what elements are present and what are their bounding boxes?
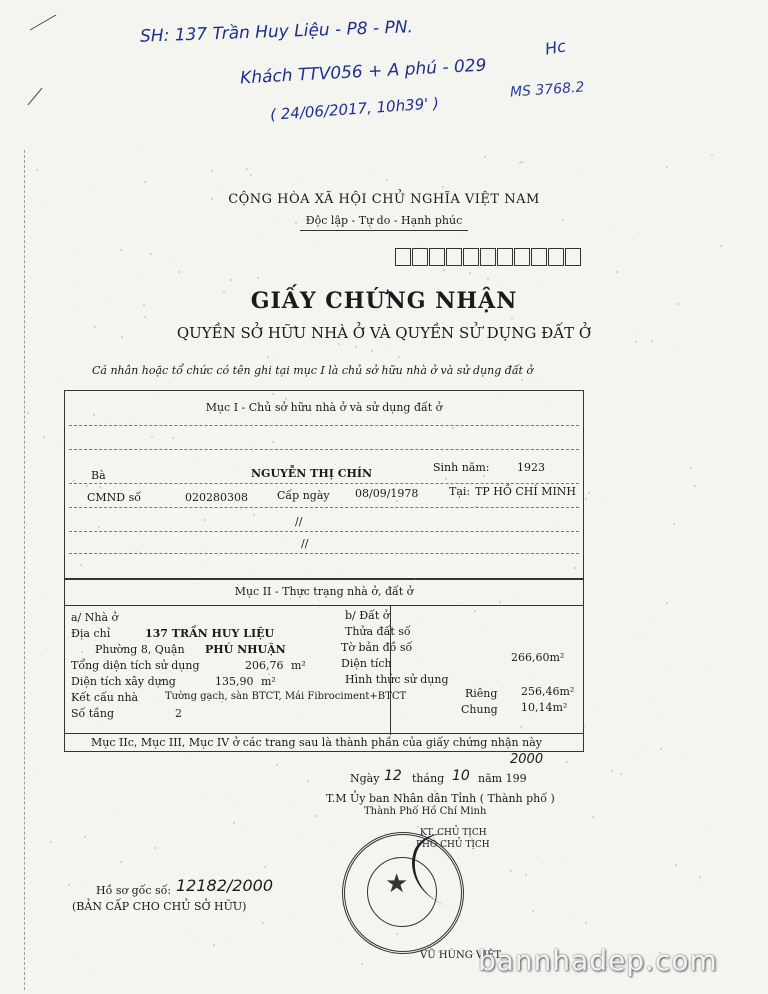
year-label: năm 199 (478, 772, 527, 785)
scan-speck (73, 480, 75, 482)
scan-speck (666, 166, 668, 168)
scan-speck (361, 494, 362, 495)
scan-speck (532, 676, 533, 677)
serial-number-boxes (395, 248, 582, 266)
scan-speck (268, 673, 270, 675)
stamp-line2: PHÓ CHỦ TỊCH (416, 840, 490, 850)
land-area-label: Diện tích (341, 657, 392, 670)
blank-mark: // (295, 515, 303, 528)
scan-speck (234, 683, 235, 684)
shared-area: 10,14m² (521, 701, 568, 714)
scan-speck (510, 870, 512, 872)
structure-label: Kết cấu nhà (71, 691, 139, 704)
scan-speck (267, 356, 269, 358)
floors-label: Số tầng (71, 707, 115, 720)
scan-speck (120, 249, 122, 251)
scan-speck (108, 740, 110, 742)
issued-place-label: Tại: (449, 485, 471, 498)
motto-underline (300, 230, 468, 231)
scan-speck (469, 272, 471, 274)
built-area-unit: m² (261, 675, 276, 688)
scan-speck (68, 884, 70, 886)
scan-speck (253, 447, 254, 448)
private-area-label: Riêng (465, 687, 498, 700)
scan-speck (213, 944, 215, 946)
scan-speck (615, 228, 616, 229)
scan-speck (35, 770, 36, 771)
certificate-title: GIẤY CHỨNG NHẬN (250, 288, 518, 314)
scan-speck (250, 174, 252, 176)
scan-speck (244, 916, 245, 917)
title-ba-label: Bà (91, 469, 106, 482)
shared-area-label: Chung (461, 703, 498, 716)
scan-speck (84, 836, 86, 838)
birth-year-label: Sinh năm: (433, 461, 490, 474)
owner-name: NGUYỄN THỊ CHÍN (251, 467, 373, 480)
floor-area-label: Tổng diện tích sử dụng (71, 659, 200, 672)
scan-speck (26, 524, 27, 525)
scan-speck (338, 343, 340, 345)
scan-speck (438, 951, 440, 953)
scan-speck (74, 305, 75, 306)
scan-speck (151, 436, 153, 438)
scan-speck (414, 578, 416, 580)
scan-speck (404, 194, 406, 196)
scan-speck (585, 498, 587, 500)
scan-speck (457, 508, 458, 509)
scan-speck (637, 638, 638, 639)
site-watermark: bannhadep.com (478, 944, 718, 977)
scan-speck (439, 422, 440, 423)
stamp-line1: KT. CHỦ TỊCH (420, 828, 487, 838)
scan-speck (256, 235, 257, 236)
scan-speck (175, 376, 176, 377)
plot-label: Thửa đất số (345, 625, 411, 638)
scan-speck (93, 414, 95, 416)
motto: Độc lập - Tự do - Hạnh phúc (305, 214, 463, 227)
scan-speck (94, 326, 96, 328)
pages-note: Mục IIc, Mục III, Mục IV ở các trang sau là thành phần của giấy chứng nhận này (91, 736, 542, 749)
scan-speck (264, 866, 266, 868)
map-sheet-label: Tờ bản đồ số (341, 641, 413, 654)
file-number-label: Hồ sơ gốc số: (96, 884, 172, 897)
scan-speck (699, 876, 701, 878)
structure: Tường gạch, sàn BTCT, Mái Fibrociment+BTCT (165, 691, 407, 702)
scan-speck (592, 816, 594, 818)
handwritten-client-note: Khách TTV056 + A phú - 029 (239, 55, 487, 89)
certificate-subtitle: QUYỀN SỞ HỮU NHÀ Ở VÀ QUYỀN SỬ DỤNG ĐẤT Ở (176, 324, 592, 342)
scan-speck (460, 233, 461, 234)
scan-speck (588, 492, 590, 494)
address-label: Địa chỉ (71, 627, 111, 640)
scan-speck (62, 442, 63, 443)
handwritten-year: 2000 (510, 752, 544, 767)
handwritten-initials: Hc (543, 36, 568, 59)
handwritten-address-note: SH: 137 Trần Huy Liệu - P8 - PN. (139, 17, 414, 47)
private-area: 256,46m² (521, 685, 575, 698)
scan-speck (272, 393, 274, 395)
scan-speck (396, 933, 398, 935)
issued-place: TP HỒ CHÍ MINH (475, 485, 577, 498)
authority-line2: Thành Phố Hồ Chí Minh (364, 806, 487, 817)
date-prefix: Ngày (350, 772, 380, 785)
scan-speck (73, 254, 74, 255)
scan-speck (460, 602, 461, 603)
scan-speck (632, 239, 633, 240)
scan-speck (487, 628, 488, 629)
scan-speck (694, 485, 696, 487)
scan-speck (240, 509, 241, 510)
scan-speck (272, 441, 274, 443)
scan-speck (416, 621, 417, 622)
built-area-label: Diện tích xây dựng (71, 675, 176, 688)
scan-speck (237, 471, 238, 472)
intro-text: Cá nhân hoặc tổ chức có tên ghi tại mục I là chủ sở hữu nhà ở và sử dụng đất ở (92, 364, 534, 377)
scan-speck (28, 849, 29, 850)
scan-speck (398, 356, 400, 358)
scan-speck (245, 828, 246, 829)
scan-speck (216, 641, 217, 642)
scan-speck (336, 297, 338, 299)
blank-mark: // (301, 537, 309, 550)
section-property-title: Mục II - Thực trạng nhà ở, đất ở (234, 585, 414, 598)
scan-speck (391, 336, 392, 337)
scan-speck (320, 337, 321, 338)
scan-speck (155, 696, 156, 697)
scan-speck (309, 696, 310, 697)
scan-speck (675, 864, 677, 866)
scan-speck (532, 910, 534, 912)
scan-speck (635, 341, 637, 343)
scan-speck (89, 972, 90, 973)
handwritten-date-note: ( 24/06/2017, 10h39' ) (269, 94, 440, 124)
scan-speck (178, 271, 180, 273)
scan-speck (41, 596, 42, 597)
scan-speck (371, 350, 373, 352)
scan-speck (299, 836, 300, 837)
file-number: 12182/2000 (176, 876, 274, 895)
usage-label: Hình thức sử dụng (345, 673, 449, 686)
birth-year: 1923 (517, 461, 545, 474)
star-icon: ★ (385, 869, 409, 899)
section-owner (64, 390, 584, 580)
scan-speck (443, 269, 445, 271)
floor-area: 206,76 (245, 659, 284, 672)
scan-speck (534, 377, 535, 378)
land-area: 266,60m² (511, 651, 565, 664)
pen-stroke (28, 88, 43, 105)
scan-speck (367, 531, 368, 532)
scan-speck (711, 667, 712, 668)
scan-speck (318, 600, 319, 601)
scan-speck (419, 246, 420, 247)
signer-name: VŨ HÙNG VIỆT (420, 950, 502, 961)
built-area: 135,90 (215, 675, 254, 688)
scan-speck (538, 379, 539, 380)
scan-speck (574, 567, 576, 569)
floors: 2 (175, 707, 182, 720)
scan-speck (89, 190, 90, 191)
scan-speck (677, 303, 679, 305)
republic-heading: CỘNG HÒA XÃ HỘI CHỦ NGHĨA VIỆT NAM (228, 192, 540, 207)
scan-speck (583, 725, 585, 727)
scan-speck (503, 687, 504, 688)
pen-stroke (30, 15, 56, 31)
id-label: CMND số (87, 491, 141, 504)
section-property (64, 578, 584, 752)
scan-speck (401, 712, 402, 713)
scan-speck (335, 222, 337, 224)
scan-speck (390, 348, 391, 349)
scan-speck (172, 437, 174, 439)
scan-speck (498, 396, 499, 397)
issue-day: 12 (384, 768, 402, 784)
scan-speck (611, 770, 613, 772)
handwritten-ms-number: MS 3768.2 (509, 79, 585, 101)
scan-speck (483, 475, 485, 477)
scan-speck (396, 500, 398, 502)
scan-speck (273, 218, 274, 219)
scan-speck (169, 665, 170, 666)
authority-line1: T.M Ủy ban Nhân dân Tỉnh ( Thành phố ) (326, 792, 555, 805)
scan-speck (80, 564, 82, 566)
scan-speck (120, 861, 122, 863)
district: PHÚ NHUẬN (205, 643, 286, 656)
scan-speck (334, 369, 335, 370)
house-address: 137 TRẦN HUY LIỆU (145, 627, 275, 640)
section-owner-title: Mục I - Chủ sở hữu nhà ở và sử dụng đất ở (205, 401, 443, 414)
ward-label: Phường 8, Quận (95, 643, 185, 656)
issue-month: 10 (452, 768, 470, 784)
scan-speck (472, 953, 474, 955)
scan-speck (81, 651, 83, 653)
scan-speck (136, 551, 137, 552)
scan-speck (395, 588, 397, 590)
scan-speck (434, 790, 436, 792)
copy-note: (BẢN CẤP CHO CHỦ SỞ HỮU) (72, 900, 247, 913)
month-label: tháng (412, 772, 445, 785)
scan-speck (520, 726, 522, 728)
issued-date: 08/09/1978 (355, 487, 419, 500)
scan-speck (222, 189, 223, 190)
floor-area-unit: m² (291, 659, 306, 672)
scan-speck (361, 963, 363, 965)
scan-speck (539, 283, 540, 284)
house-heading: a/ Nhà ở (71, 611, 119, 624)
scan-speck (177, 637, 179, 639)
scan-speck (652, 622, 653, 623)
issued-date-label: Cấp ngày (277, 489, 330, 502)
scan-speck (265, 472, 267, 474)
scan-speck (472, 961, 473, 962)
scan-speck (335, 464, 336, 465)
land-heading: b/ Đất ở (345, 609, 390, 622)
id-number: 020280308 (185, 491, 248, 504)
scan-speck (239, 883, 241, 885)
scan-speck (644, 749, 645, 750)
scan-speck (402, 382, 403, 383)
